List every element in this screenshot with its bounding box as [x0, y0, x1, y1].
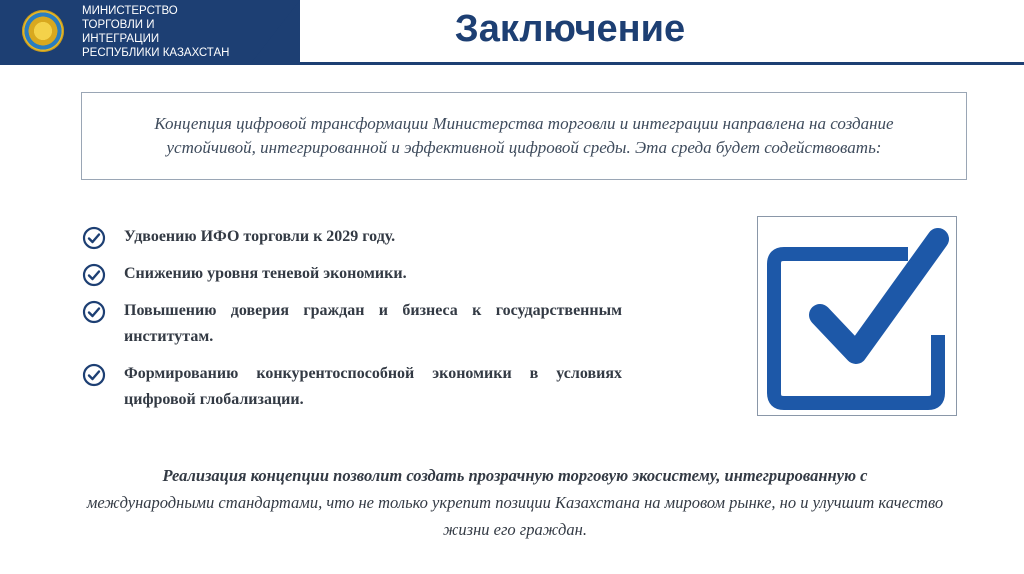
check-circle-icon	[82, 226, 106, 250]
list-item	[82, 261, 622, 287]
list-item	[82, 224, 622, 250]
header-divider	[0, 62, 1024, 65]
list-item-text: Формированию конкурентоспособной экономики в условиях цифровой глобализации.	[124, 365, 622, 408]
ministry-name: МИНИСТЕРСТВО ТОРГОВЛИ И ИНТЕГРАЦИИ РЕСПУБЛИКИ КАЗАХСТАН	[82, 5, 230, 59]
checkbox-checked-icon	[758, 217, 956, 415]
conclusion-plain: международными стандартами, что не только укрепит позиции Казахстана на мировом рынке, но и улучшит качество жизни его граждан.	[86, 493, 944, 539]
intro-text: Концепция цифровой трансформации Министерства торговли и интеграции направлена на создание устойчивой, интегрированной и эффективной цифровой среды. Эта среда будет содействовать:	[154, 114, 894, 157]
illustration-frame	[757, 216, 957, 416]
goals-list	[82, 224, 622, 424]
page-title: Заключение	[454, 8, 686, 50]
conclusion-bold: Реализация концепции позволит создать прозрачную торговую экосистему, интегрированную с	[162, 466, 868, 485]
list-item-text: Удвоению ИФО торговли к 2029 году.	[124, 228, 396, 245]
intro-box	[81, 92, 967, 180]
list-item	[82, 361, 622, 413]
list-item	[82, 298, 622, 350]
conclusion-text	[80, 462, 950, 543]
check-circle-icon	[82, 300, 106, 324]
list-item-text: Снижению уровня теневой экономики.	[124, 265, 407, 282]
check-circle-icon	[82, 363, 106, 387]
check-circle-icon	[82, 263, 106, 287]
state-emblem-icon	[22, 10, 64, 52]
list-item-text: Повышению доверия граждан и бизнеса к государственным институтам.	[124, 302, 622, 345]
